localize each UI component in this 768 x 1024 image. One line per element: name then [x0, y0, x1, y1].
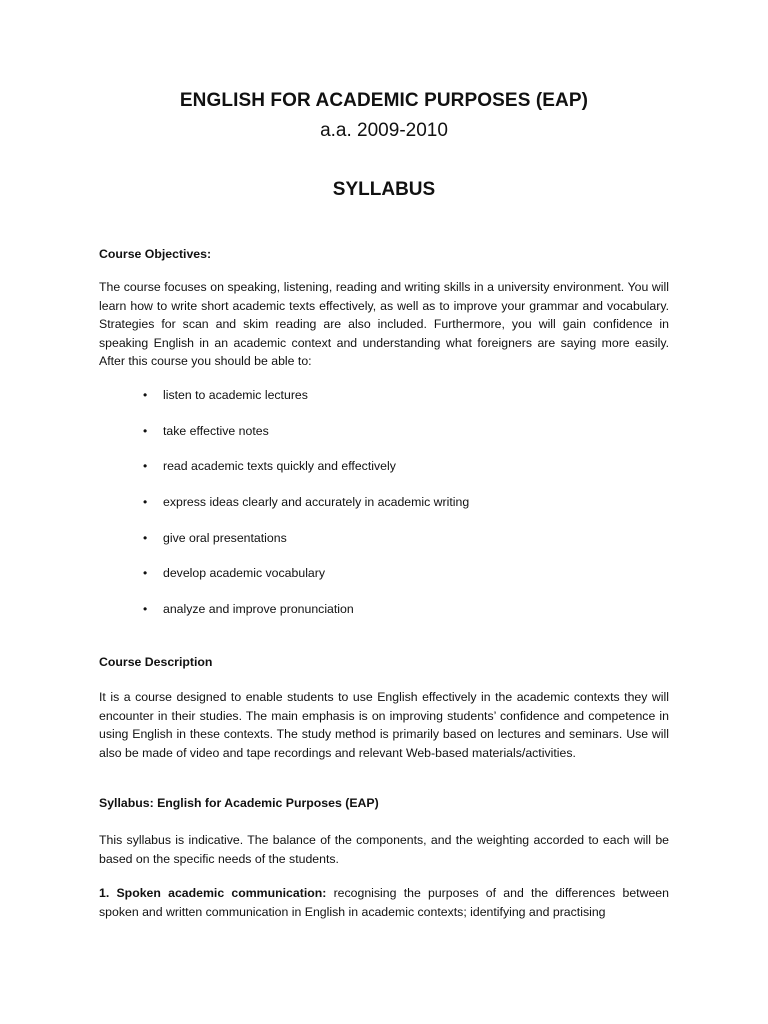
syllabus-indicative-paragraph: This syllabus is indicative. The balance of the components, and the weighting accorded to each will be based on the specific needs of the students. [99, 833, 669, 866]
bullet-icon: • [143, 566, 148, 581]
list-item-text: give oral presentations [163, 530, 287, 545]
list-item [143, 456, 469, 492]
list-item-text: read academic texts quickly and effectively [163, 459, 396, 474]
course-description-paragraph: It is a course designed to enable students to use English effectively in the academic contexts they will encounter in their studies. The main emphasis is on improving students’ confidence and competence in using English in these contexts. The study method is primarily based on lectures and seminars. Use will also be made of video and tape recordings and relevant Web-based materials/activities. [99, 690, 669, 760]
list-item-text: analyze and improve pronunciation [163, 602, 354, 617]
document-title: ENGLISH FOR ACADEMIC PURPOSES (EAP) [179, 90, 589, 111]
spoken-communication-label: 1. Spoken academic communication: [99, 886, 327, 900]
syllabus-heading: SYLLABUS [332, 179, 436, 200]
course-objectives-heading: Course Objectives: [99, 247, 212, 261]
spoken-communication-paragraph [99, 884, 669, 921]
list-item-text: take effective notes [163, 423, 269, 438]
list-item [143, 528, 469, 564]
academic-year: a.a. 2009-2010 [320, 120, 448, 141]
list-item-text: express ideas clearly and accurately in academic writing [163, 495, 470, 510]
course-description-heading: Course Description [99, 655, 213, 669]
bullet-icon: • [143, 602, 148, 617]
list-item [143, 385, 469, 421]
bullet-icon: • [143, 423, 148, 438]
syllabus-eap-heading: Syllabus: English for Academic Purposes (EAP) [99, 796, 379, 810]
list-item [143, 599, 469, 635]
list-item [143, 492, 469, 528]
bullet-icon: • [143, 530, 148, 545]
bullet-icon: • [143, 495, 148, 510]
spoken-communication-text: recognising the purposes of and the differences between spoken and written communication in English in academic contexts; identifying and practising [99, 886, 669, 919]
list-item [143, 563, 469, 599]
list-item [143, 421, 469, 457]
course-objectives-paragraph: The course focuses on speaking, listening, reading and writing skills in a university environment. You will learn how to write short academic texts effectively, as well as to improve your grammar and vocabulary. Strategies for scan and skim reading are also included. Furthermore, you will gain confidence in speaking English in an academic context and understanding what foreigners are saying more easily. After this course you should be able to: [99, 280, 669, 368]
bullet-icon: • [143, 388, 148, 402]
objectives-list [143, 385, 469, 635]
bullet-icon: • [143, 459, 148, 474]
list-item-text: develop academic vocabulary [163, 566, 326, 581]
list-item-text: listen to academic lectures [163, 388, 308, 402]
